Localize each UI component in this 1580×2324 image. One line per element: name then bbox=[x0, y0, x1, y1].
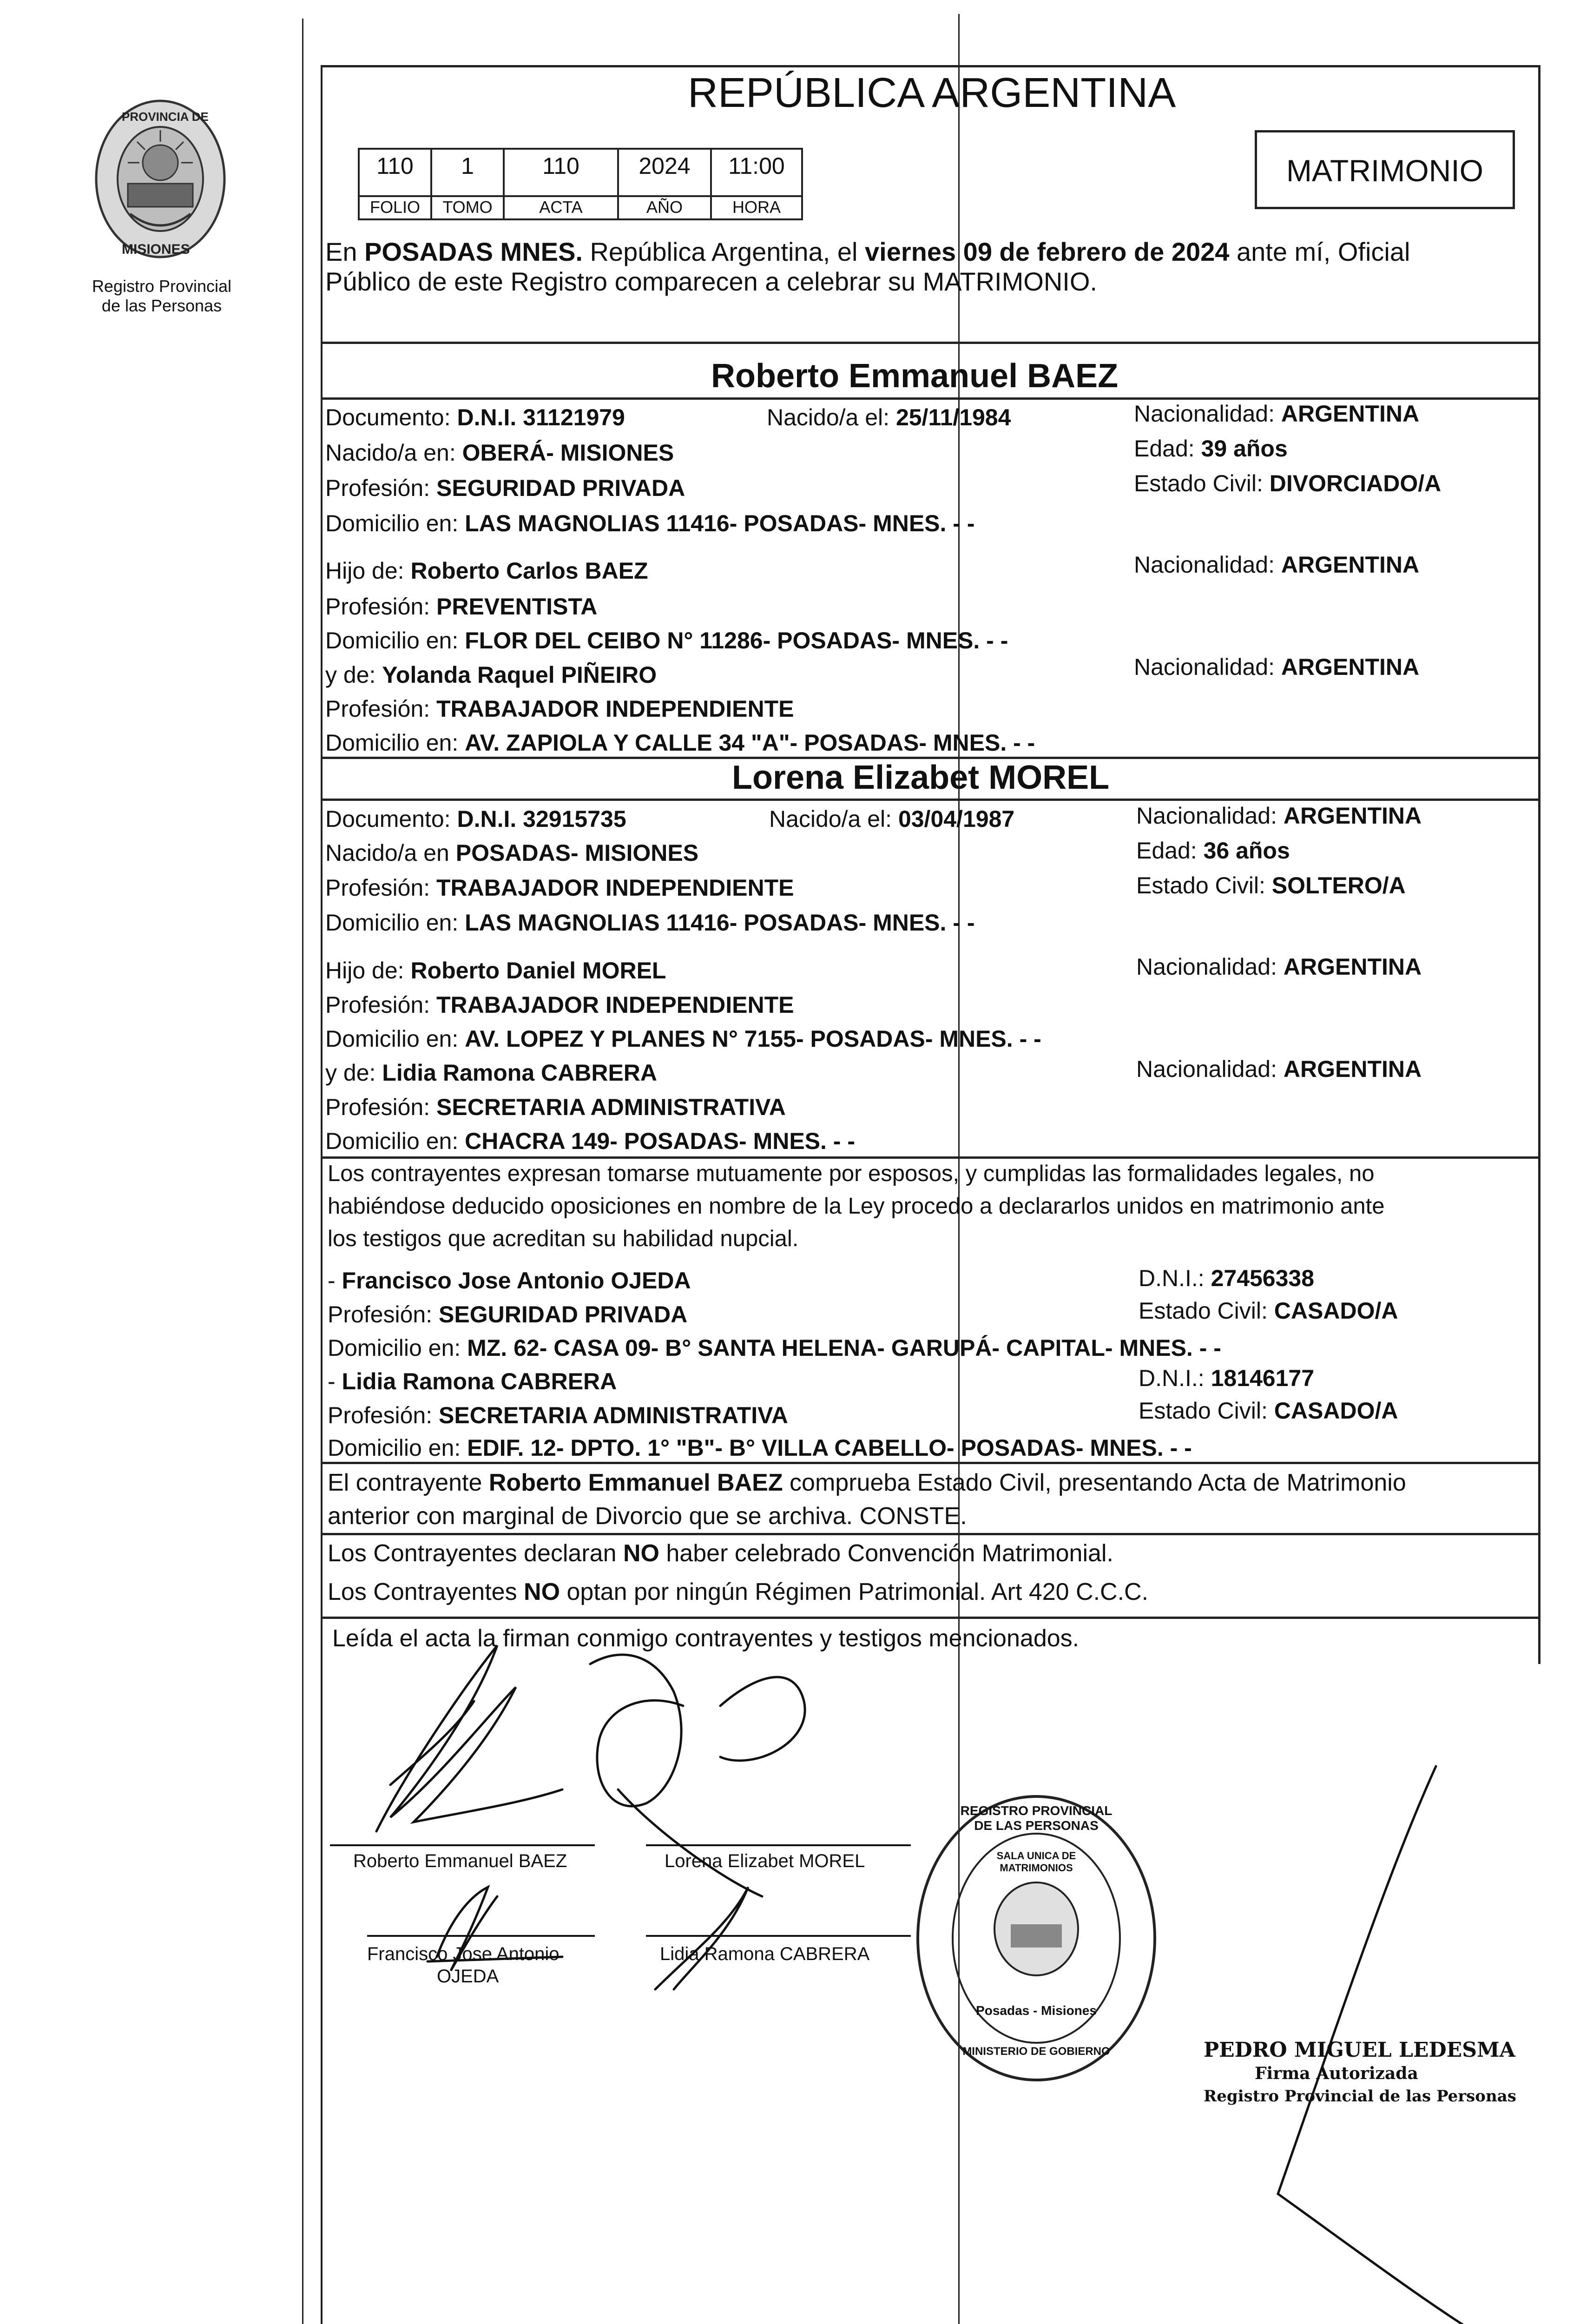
spouse1-father: Hijo de: Roberto Carlos BAEZ bbox=[325, 558, 648, 584]
spouse1-mother-nationality: Nacionalidad: ARGENTINA bbox=[1134, 654, 1420, 680]
registry-stamp bbox=[906, 1785, 1166, 2092]
spouse2-profession: Profesión: TRABAJADOR INDEPENDIENTE bbox=[325, 875, 794, 901]
spouse2-birthplace: Nacido/a en POSADAS- MISIONES bbox=[325, 840, 699, 866]
witness1-dni: D.N.I.: 27456338 bbox=[1139, 1265, 1315, 1291]
intro-line1: En POSADAS MNES. República Argentina, el viernes 09 de febrero de 2024 ante mí, Oficial bbox=[325, 237, 1410, 266]
spouse1-civil: Estado Civil: DIVORCIADO/A bbox=[1134, 470, 1442, 496]
spouse1-father-profession: Profesión: PREVENTISTA bbox=[325, 594, 598, 620]
divider-declaration bbox=[321, 1156, 1540, 1159]
left-margin-line bbox=[302, 19, 303, 2324]
spouse2-father-profession: Profesión: TRABAJADOR INDEPENDIENTE bbox=[325, 992, 794, 1018]
spouse2-age: Edad: 36 años bbox=[1136, 838, 1290, 864]
frame-top bbox=[321, 65, 1540, 67]
witness1-profession: Profesión: SEGURIDAD PRIVADA bbox=[328, 1301, 688, 1327]
stamp-outer-text: REGISTRO PROVINCIAL DE LAS PERSONAS bbox=[960, 1803, 1113, 1833]
declaration-line3: los testigos que acreditan su habilidad nupcial. bbox=[328, 1226, 799, 1251]
divider-spouse2 bbox=[321, 799, 1540, 801]
signature-label-witness1-line2: OJEDA bbox=[437, 1966, 499, 1987]
spouse2-doc: Documento: D.N.I. 32915735 bbox=[325, 806, 626, 832]
spouse2-mother-profession: Profesión: SECRETARIA ADMINISTRATIVA bbox=[325, 1094, 786, 1120]
spouse1-doc: Documento: D.N.I. 31121979 bbox=[325, 404, 625, 430]
registry-emblem-text-top: PROVINCIA DE bbox=[122, 110, 209, 124]
intro-line2: Público de este Registro comparecen a celebrar su MATRIMONIO. bbox=[325, 267, 1097, 296]
spouse2-civil: Estado Civil: SOLTERO/A bbox=[1136, 872, 1406, 898]
note-convention: Los Contrayentes declaran NO haber celebrado Convención Matrimonial. bbox=[328, 1540, 1113, 1567]
frame-right bbox=[1538, 65, 1540, 1664]
spouse2-mother-nationality: Nacionalidad: ARGENTINA bbox=[1136, 1056, 1422, 1082]
witness1-domicile: Domicilio en: MZ. 62- CASA 09- B° SANTA HELENA- GARUPÁ- CAPITAL- MNES. - - bbox=[328, 1335, 1221, 1361]
spouse2-mother: y de: Lidia Ramona CABRERA bbox=[325, 1060, 658, 1086]
witness2-civil: Estado Civil: CASADO/A bbox=[1139, 1398, 1398, 1424]
divider-convention bbox=[321, 1533, 1540, 1535]
spouse1-age: Edad: 39 años bbox=[1134, 436, 1288, 462]
stamp-place: Posadas - Misiones bbox=[976, 2003, 1097, 2018]
spouse2-mother-domicile: Domicilio en: CHACRA 149- POSADAS- MNES. - - bbox=[325, 1128, 856, 1154]
spouse2-nationality: Nacionalidad: ARGENTINA bbox=[1136, 803, 1422, 829]
acta-type-box bbox=[1255, 130, 1515, 209]
divider-signatures bbox=[321, 1617, 1540, 1619]
spouse2-father-domicile: Domicilio en: AV. LOPEZ Y PLANES N° 7155- POSADAS- MNES. - - bbox=[325, 1026, 1041, 1052]
declaration-line2: habiéndose deducido oposiciones en nombre de la Ley procedo a declararlos unidos en matrimonio ante bbox=[328, 1194, 1385, 1219]
page-title: REPÚBLICA ARGENTINA bbox=[688, 70, 1176, 116]
official-registry: Registro Provincial de las Personas bbox=[1204, 2087, 1516, 2106]
stamp-bottom: MINISTERIO DE GOBIERNO bbox=[962, 2045, 1110, 2058]
spouse1-profession: Profesión: SEGURIDAD PRIVADA bbox=[325, 475, 685, 501]
spouse1-born: Nacido/a el: 25/11/1984 bbox=[767, 404, 1011, 430]
spouse1-father-nationality: Nacionalidad: ARGENTINA bbox=[1134, 552, 1420, 578]
divider-notes bbox=[321, 1462, 1540, 1464]
witness2-profession: Profesión: SECRETARIA ADMINISTRATIVA bbox=[328, 1402, 788, 1428]
official-name: PEDRO MIGUEL LEDESMA bbox=[1204, 2038, 1515, 2062]
declaration-line1: Los contrayentes expresan tomarse mutuamente por esposos, y cumplidas las formalidades legales, no bbox=[328, 1161, 1375, 1186]
spouse1-birthplace: Nacido/a en: OBERÁ- MISIONES bbox=[325, 440, 674, 466]
signature-label-spouse2: Lorena Elizabet MOREL bbox=[665, 1851, 865, 1871]
spouse2-domicile: Domicilio en: LAS MAGNOLIAS 11416- POSADAS- MNES. - - bbox=[325, 910, 975, 936]
note-civil-status: El contrayente Roberto Emmanuel BAEZ comprueba Estado Civil, presentando Acta de Matrimonio bbox=[328, 1469, 1406, 1496]
spouse1-nationality: Nacionalidad: ARGENTINA bbox=[1134, 401, 1420, 427]
signature-label-spouse1: Roberto Emmanuel BAEZ bbox=[353, 1851, 567, 1871]
spouse1-domicile: Domicilio en: LAS MAGNOLIAS 11416- POSADAS- MNES. - - bbox=[325, 510, 975, 536]
witness1-name: - Francisco Jose Antonio OJEDA bbox=[328, 1268, 691, 1294]
spouse2-father: Hijo de: Roberto Daniel MOREL bbox=[325, 957, 666, 984]
official-title: Firma Autorizada bbox=[1255, 2064, 1418, 2083]
witness1-civil: Estado Civil: CASADO/A bbox=[1139, 1298, 1398, 1324]
witness2-domicile: Domicilio en: EDIF. 12- DPTO. 1° "B"- B° VILLA CABELLO- POSADAS- MNES. - - bbox=[328, 1435, 1192, 1461]
note-regime: Los Contrayentes NO optan por ningún Régimen Patrimonial. Art 420 C.C.C. bbox=[328, 1578, 1149, 1605]
spouse1-father-domicile: Domicilio en: FLOR DEL CEIBO N° 11286- POSADAS- MNES. - - bbox=[325, 627, 1008, 654]
spouse1-mother-domicile: Domicilio en: AV. ZAPIOLA Y CALLE 34 "A"- POSADAS- MNES. - - bbox=[325, 730, 1035, 756]
acta-type-label: MATRIMONIO bbox=[1286, 153, 1484, 188]
spouse2-father-nationality: Nacionalidad: ARGENTINA bbox=[1136, 954, 1422, 980]
signature-label-witness2: Lidia Ramona CABRERA bbox=[660, 1944, 870, 1964]
spouse2-born: Nacido/a el: 03/04/1987 bbox=[769, 806, 1015, 832]
registry-caption-line2: de las Personas bbox=[101, 296, 222, 315]
spouse1-mother-profession: Profesión: TRABAJADOR INDEPENDIENTE bbox=[325, 696, 794, 722]
note-civil-status-line2: anterior con marginal de Divorcio que se archiva. CONSTE. bbox=[328, 1503, 967, 1530]
divider-intro bbox=[321, 342, 1540, 344]
spouse2-name: Lorena Elizabet MOREL bbox=[732, 759, 1110, 796]
spouse1-mother: y de: Yolanda Raquel PIÑEIRO bbox=[325, 662, 657, 688]
registry-caption-line1: Registro Provincial bbox=[92, 277, 232, 296]
stamp-inner-text: SALA UNICA DE MATRIMONIOS bbox=[996, 1850, 1076, 1874]
signatures-intro: Leída el acta la firman conmigo contrayentes y testigos mencionados. bbox=[332, 1625, 1080, 1652]
spouse1-name: Roberto Emmanuel BAEZ bbox=[711, 357, 1119, 395]
registry-emblem-text-bottom: MISIONES bbox=[122, 242, 190, 257]
signature-label-witness1: Francisco Jose Antonio bbox=[367, 1944, 560, 1964]
witness2-dni: D.N.I.: 18146177 bbox=[1139, 1365, 1315, 1391]
witness2-name: - Lidia Ramona CABRERA bbox=[328, 1368, 617, 1394]
